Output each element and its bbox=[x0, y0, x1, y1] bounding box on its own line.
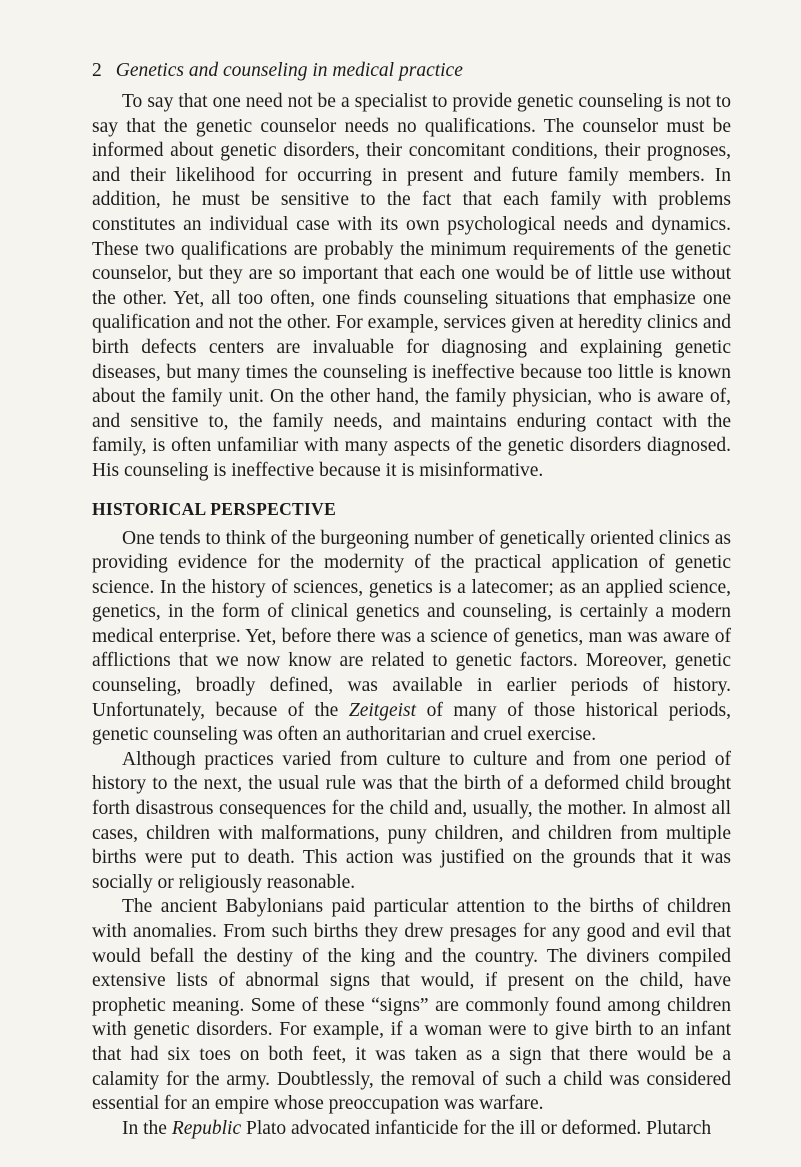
running-head-title: Genetics and counseling in medical practice bbox=[115, 60, 463, 81]
paragraph-2: Although practices varied from culture to culture and from one period of history to the next, the usual rule was that the birth of a deformed child brought forth disastrous consequences for the child and, usually, the mother. In almost all cases, children with malformations, puny children, and children from multiple births were put to death. This action was justified on the grounds that it was socially or religiously reasonable. bbox=[92, 748, 731, 893]
page-number: 2 bbox=[92, 60, 102, 81]
section-heading: HISTORICAL PERSPECTIVE bbox=[92, 498, 337, 519]
running-head bbox=[92, 58, 731, 84]
paragraph-1-end: of many of those historical periods, genetic counseling was often an authoritarian and cruel exercise. bbox=[92, 699, 732, 746]
paragraph-1-text: One tends to think of the burgeoning number of genetically oriented clinics as providing evidence for the modernity of the practical application of genetic science. In the history of sciences, genetics is a latecomer; as an applied science, genetics, in the form of clinical genetics and counseling, is certainly a modern medical enterprise. Yet, before there was a science of genetics, man was aware of afflictions that we now know are related to genetic factors. Moreover, genetic counseling, broadly defined, was available in earlier periods of history. Unfortunately, because of the bbox=[92, 527, 731, 721]
paragraph-4-start: In the bbox=[122, 1117, 167, 1139]
paragraph-4 bbox=[92, 1117, 731, 1142]
republic-italic: Republic bbox=[171, 1117, 242, 1139]
zeitgeist-italic: Zeitgeist bbox=[348, 699, 417, 721]
intro-paragraph: To say that one need not be a specialist to provide genetic counseling is not to say that the genetic counselor needs no qualifications. The counselor must be informed about genetic disorders, their concomitant conditions, their prognoses, and their likelihood for occurring in present and future family members. In addition, he must be sensitive to the fact that each family with problems constitutes an individual case with its own psychological needs and dynamics. These two qualifications are probably the minimum requirements of the genetic counselor, but they are so important that each one would be of little use without the other. Yet, all too often, one finds counseling situations that emphasize one qualification and not the other. For example, services given at heredity clinics and birth defects centers are invaluable for diagnosing and explaining genetic diseases, but many times the counseling is ineffective because too little is known about the family unit. On the other hand, the family physician, who is aware of, and sensitive to, the family needs, and maintains enduring contact with the family, is often unfamiliar with many aspects of the genetic disorders diagnosed. His counseling is ineffective because it is misinformative. bbox=[92, 91, 731, 481]
paragraph-1 bbox=[92, 527, 731, 748]
paragraph-3: The ancient Babylonians paid particular attention to the births of children with anomalies. From such births they drew presages for any good and evil that would befall the destiny of the king and the country. The diviners compiled extensive lists of abnormal signs that would, if present on the child, have prophetic meaning. Some of these “signs” are commonly found among children with genetic disorders. For example, if a woman were to give birth to an infant that had six toes on both feet, it was taken as a sign that there would be a calamity for the army. Doubtlessly, the removal of such a child was considered essential for an empire whose preoccupation was warfare. bbox=[92, 896, 731, 1115]
paragraph-4-end: Plato advocated infanticide for the ill or deformed. Plutarch bbox=[246, 1117, 712, 1139]
